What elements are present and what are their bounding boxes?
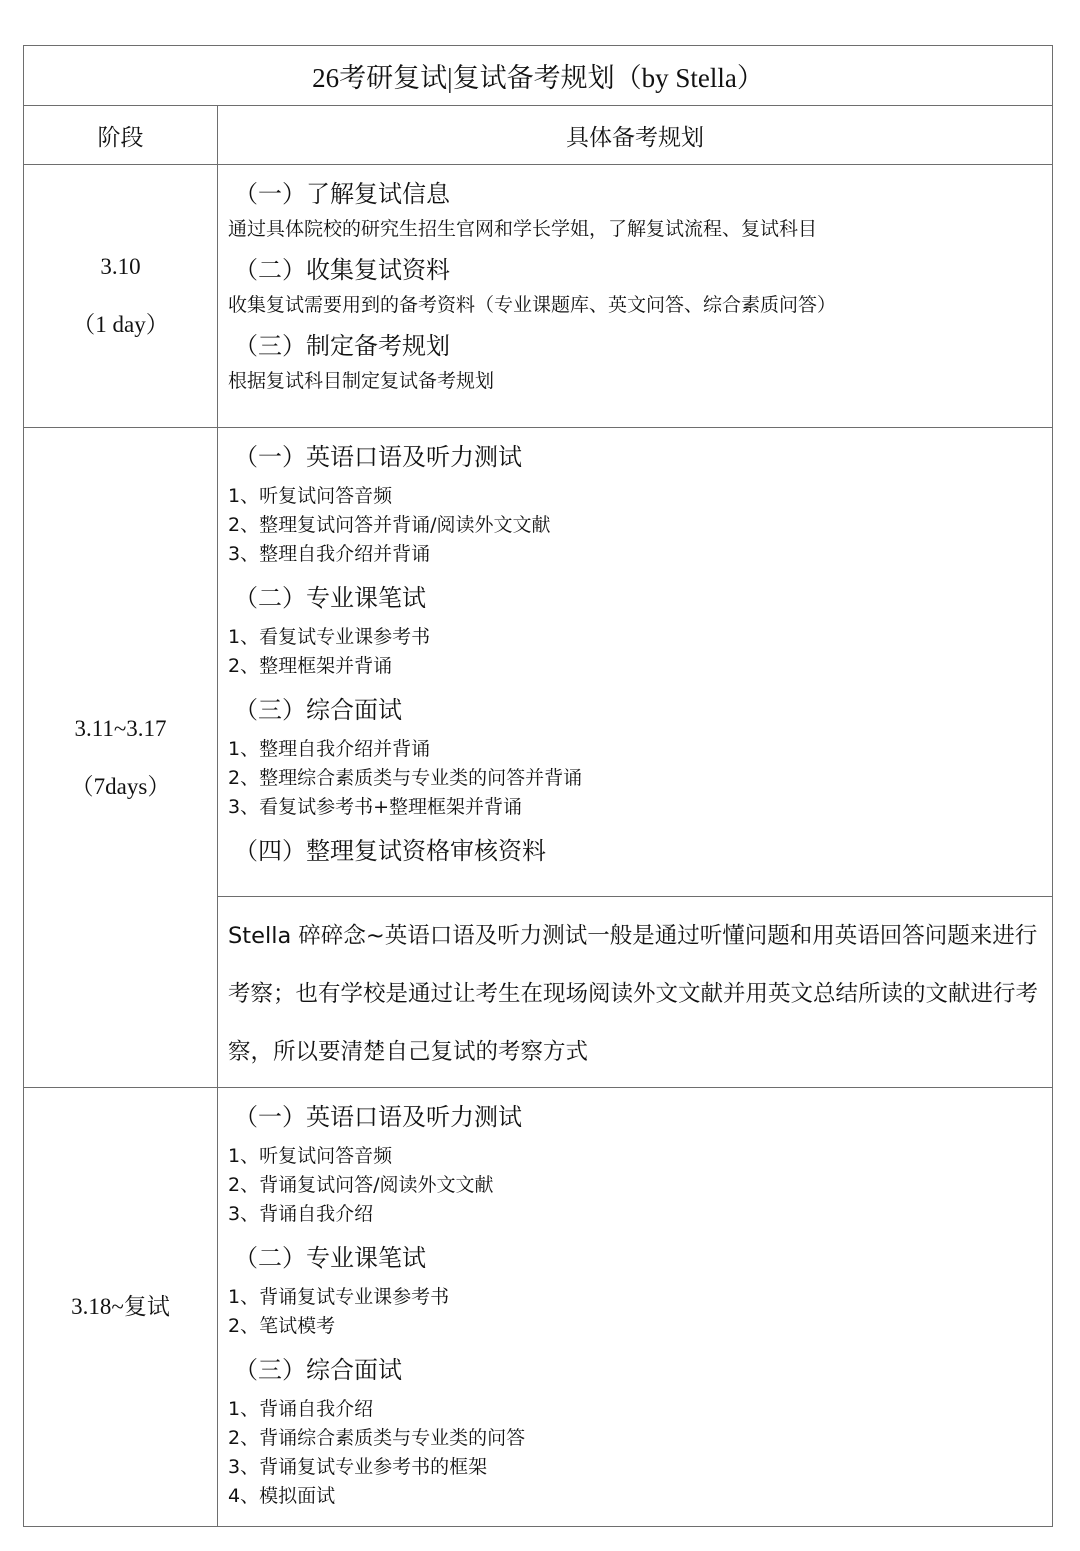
item-list: [228, 482, 1052, 569]
stage-cell-1: [24, 165, 218, 428]
stage-date: 3.18~复试: [71, 1294, 170, 1319]
list-item: 3、整理自我介绍并背诵: [228, 543, 431, 565]
header-plan: 具体备考规划: [218, 106, 1053, 165]
list-item: 2、整理综合素质类与专业类的问答并背诵: [228, 767, 583, 789]
list-item: 1、背诵自我介绍: [228, 1398, 374, 1420]
plan-cell-3: [218, 1088, 1053, 1527]
note-cell: [218, 897, 1053, 1088]
stage-duration: （7days）: [70, 773, 171, 799]
stage-row-2: [24, 428, 1053, 897]
list-item: 4、模拟面试: [228, 1485, 336, 1507]
section-title: （四）整理复试资格审核资料: [234, 837, 546, 865]
list-item: 1、看复试专业课参考书: [228, 626, 431, 648]
section-title: （一）英语口语及听力测试: [234, 1103, 522, 1131]
list-item: 3、看复试参考书+整理框架并背诵: [228, 796, 523, 818]
stage-date: 3.11~3.17: [74, 715, 167, 741]
list-item: 1、背诵复试专业课参考书: [228, 1286, 450, 1308]
list-item: 2、背诵综合素质类与专业类的问答: [228, 1427, 526, 1449]
section-title: （三）综合面试: [234, 1356, 402, 1384]
stage-date: 3.10: [100, 254, 141, 279]
list-item: 3、背诵复试专业参考书的框架: [228, 1456, 488, 1478]
section-desc: 收集复试需要用到的备考资料（专业课题库、英文问答、综合素质问答）: [228, 294, 837, 316]
header-row: [24, 106, 1053, 165]
item-list: [228, 623, 1052, 681]
plan-cell-1: [218, 165, 1053, 428]
section-title: （二）专业课笔试: [234, 1244, 426, 1272]
stage-cell-3: [24, 1088, 218, 1527]
list-item: 2、整理框架并背诵: [228, 655, 393, 677]
list-item: 2、背诵复试问答/阅读外文文献: [228, 1174, 494, 1196]
stage-duration: （1 day）: [72, 312, 169, 337]
plan-table: [23, 45, 1053, 1527]
table-title: 26考研复试|复试备考规划（by Stella）: [24, 46, 1053, 106]
item-list: [228, 1283, 1052, 1341]
list-item: 1、听复试问答音频: [228, 485, 393, 507]
section-desc: 根据复试科目制定复试备考规划: [228, 370, 495, 392]
section-title: （二）收集复试资料: [234, 256, 450, 284]
plan-cell-2: [218, 428, 1053, 897]
list-item: 1、听复试问答音频: [228, 1145, 393, 1167]
section-title: （一）英语口语及听力测试: [234, 443, 522, 471]
list-item: 1、整理自我介绍并背诵: [228, 738, 431, 760]
list-item: 2、笔试模考: [228, 1315, 336, 1337]
section-title: （一）了解复试信息: [234, 180, 450, 208]
stage-row-3: [24, 1088, 1053, 1527]
section-title: （三）综合面试: [234, 696, 402, 724]
item-list: [228, 1395, 1052, 1511]
list-item: 2、整理复试问答并背诵/阅读外文文献: [228, 514, 551, 536]
header-stage: 阶段: [24, 106, 218, 165]
title-row: [24, 46, 1053, 106]
section-title: （二）专业课笔试: [234, 584, 426, 612]
item-list: [228, 1142, 1052, 1229]
section-title: （三）制定备考规划: [234, 332, 450, 360]
stage-row-1: [24, 165, 1053, 428]
item-list: [228, 735, 1052, 822]
section-desc: 通过具体院校的研究生招生官网和学长学姐，了解复试流程、复试科目: [228, 218, 818, 240]
stage-cell-2: [24, 428, 218, 1088]
list-item: 3、背诵自我介绍: [228, 1203, 374, 1225]
stella-note: Stella 碎碎念~英语口语及听力测试一般是通过听懂问题和用英语回答问题来进行考察；也有学校是通过让考生在现场阅读外文文献并用英文总结所读的文献进行考察，所以要清楚自己复试的考察方式: [228, 923, 1039, 1065]
